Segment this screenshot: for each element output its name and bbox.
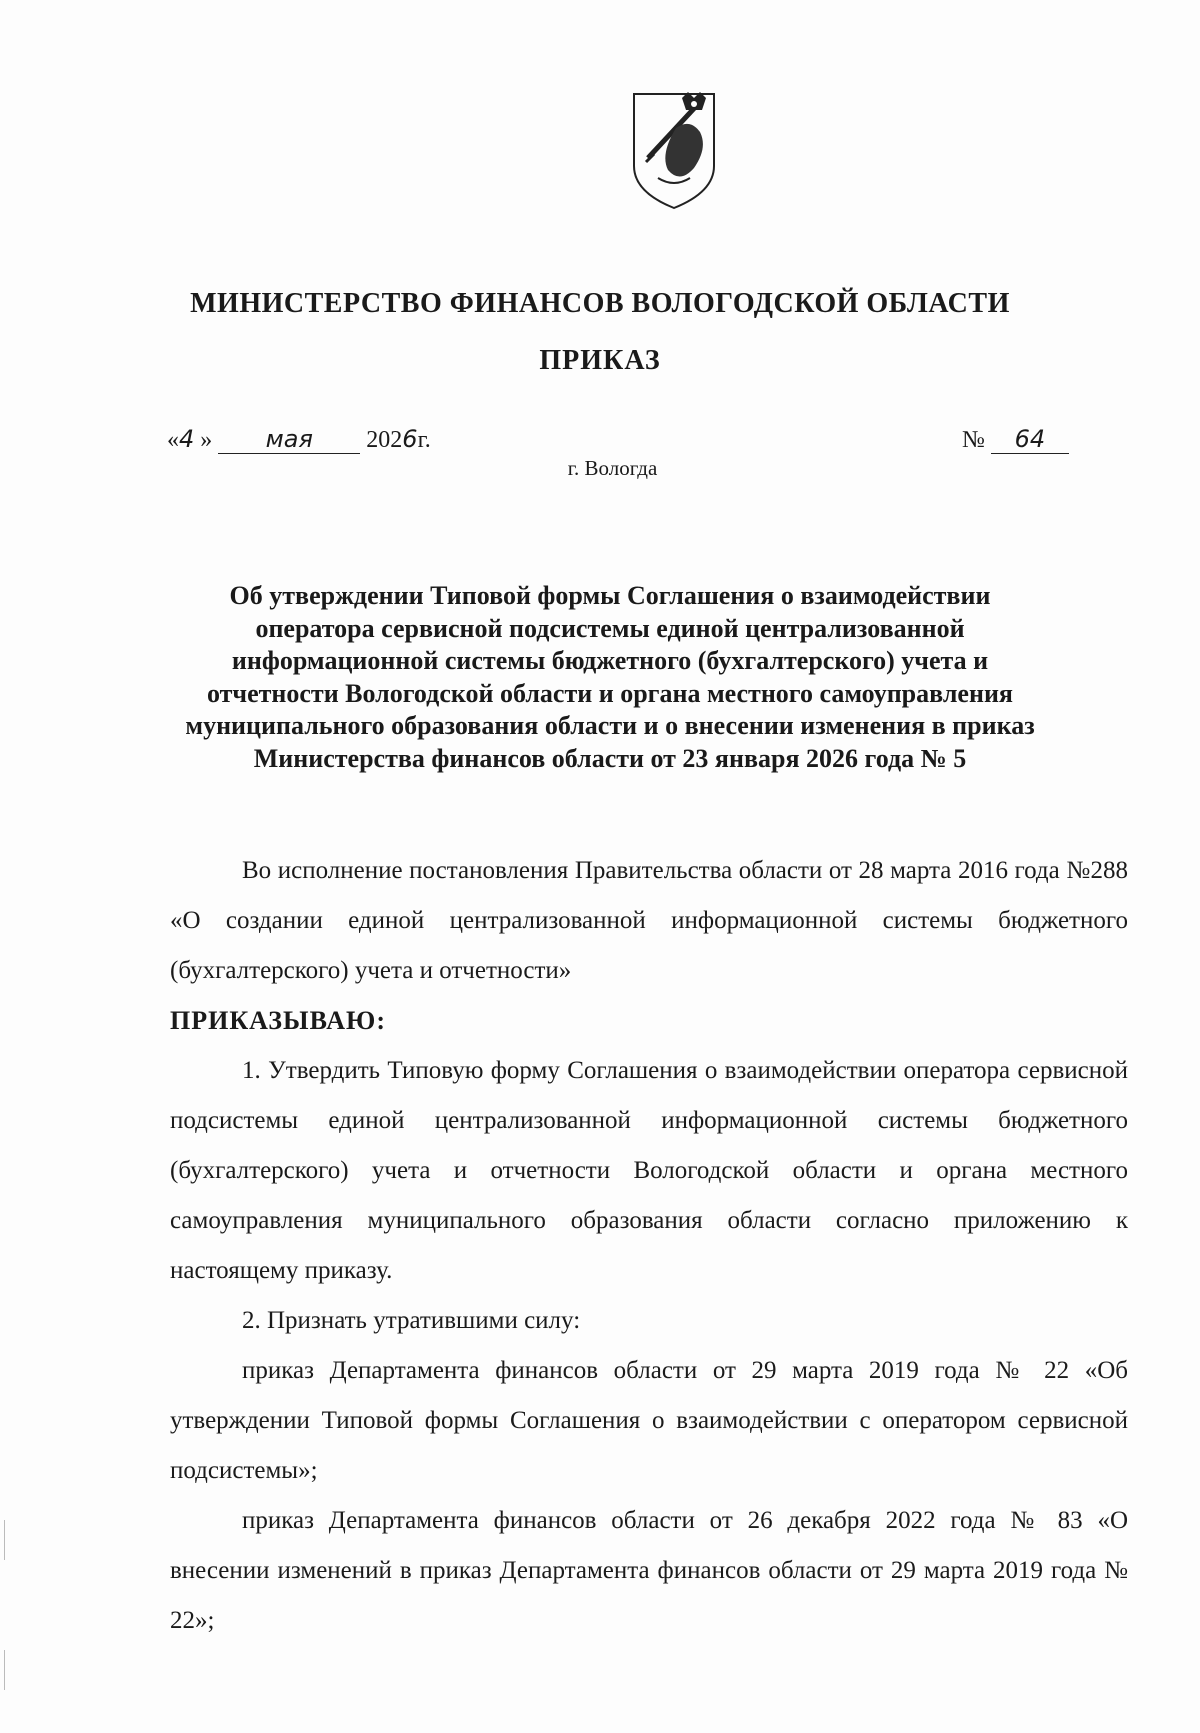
preamble-paragraph: Во исполнение постановления Правительства области от 28 марта 2016 года №288 «О создании единой централизованной информационной системы бюджетного (бухгалтерского) учета и отчетности»	[170, 857, 1128, 984]
title-line: Министерства финансов области от 23 января 2026 года № 5	[253, 743, 967, 773]
document-title	[170, 580, 1050, 775]
date-month: мая	[218, 425, 360, 454]
item-2b-paragraph: приказ Департамента финансов области от 26 декабря 2022 года № 83 «О внесении изменений в приказ Департамента финансов области от 29 марта 2019 года № 22»;	[170, 1507, 1128, 1634]
scan-edge-mark	[4, 1650, 5, 1690]
coat-of-arms-emblem	[628, 88, 720, 212]
date-year-digit: 6	[402, 425, 418, 453]
order-heading: ПРИКАЗЫВАЮ:	[170, 1006, 386, 1035]
document-body	[170, 846, 1128, 1646]
document-date	[167, 425, 431, 454]
date-year-suffix: г.	[417, 427, 431, 453]
title-line: муниципального образования области и о внесении изменения в приказ	[185, 711, 1035, 740]
title-line: информационной системы бюджетного (бухгалтерского) учета и	[231, 646, 989, 675]
city: г. Вологда	[567, 456, 658, 480]
ministry-name: МИНИСТЕРСТВО ФИНАНСОВ ВОЛОГОДСКОЙ ОБЛАСТИ	[190, 288, 1010, 319]
title-line: отчетности Вологодской области и органа местного самоуправления	[207, 678, 1013, 708]
item-2a-paragraph: приказ Департамента финансов области от 29 марта 2019 года № 22 «Об утверждении Типовой формы Соглашения о взаимодействии с оператором сервисной подсистемы»;	[170, 1357, 1128, 1484]
title-line: Об утверждении Типовой формы Соглашения о взаимодействии	[229, 581, 991, 610]
scan-edge-mark	[4, 1520, 5, 1560]
document-type: ПРИКАЗ	[539, 345, 661, 376]
date-day: 4	[179, 425, 195, 453]
title-line: оператора сервисной подсистемы единой централизованной	[255, 613, 965, 643]
date-open-quote: «	[167, 427, 179, 453]
item-1-paragraph: 1. Утвердить Типовую форму Соглашения о взаимодействии оператора сервисной подсистемы единой централизованной информационной системы бюджетного (бухгалтерского) учета и отчетности Вологодской области и органа местного самоуправления муниципального образования области согласно приложению к настоящему приказу.	[170, 1057, 1128, 1284]
item-2-paragraph: 2. Признать утратившими силу:	[242, 1307, 581, 1334]
number-label: №	[962, 427, 985, 453]
date-year-prefix: 202	[366, 427, 403, 453]
number-value: 64	[991, 425, 1069, 454]
document-number	[962, 425, 1069, 454]
date-close-quote: »	[200, 427, 213, 453]
